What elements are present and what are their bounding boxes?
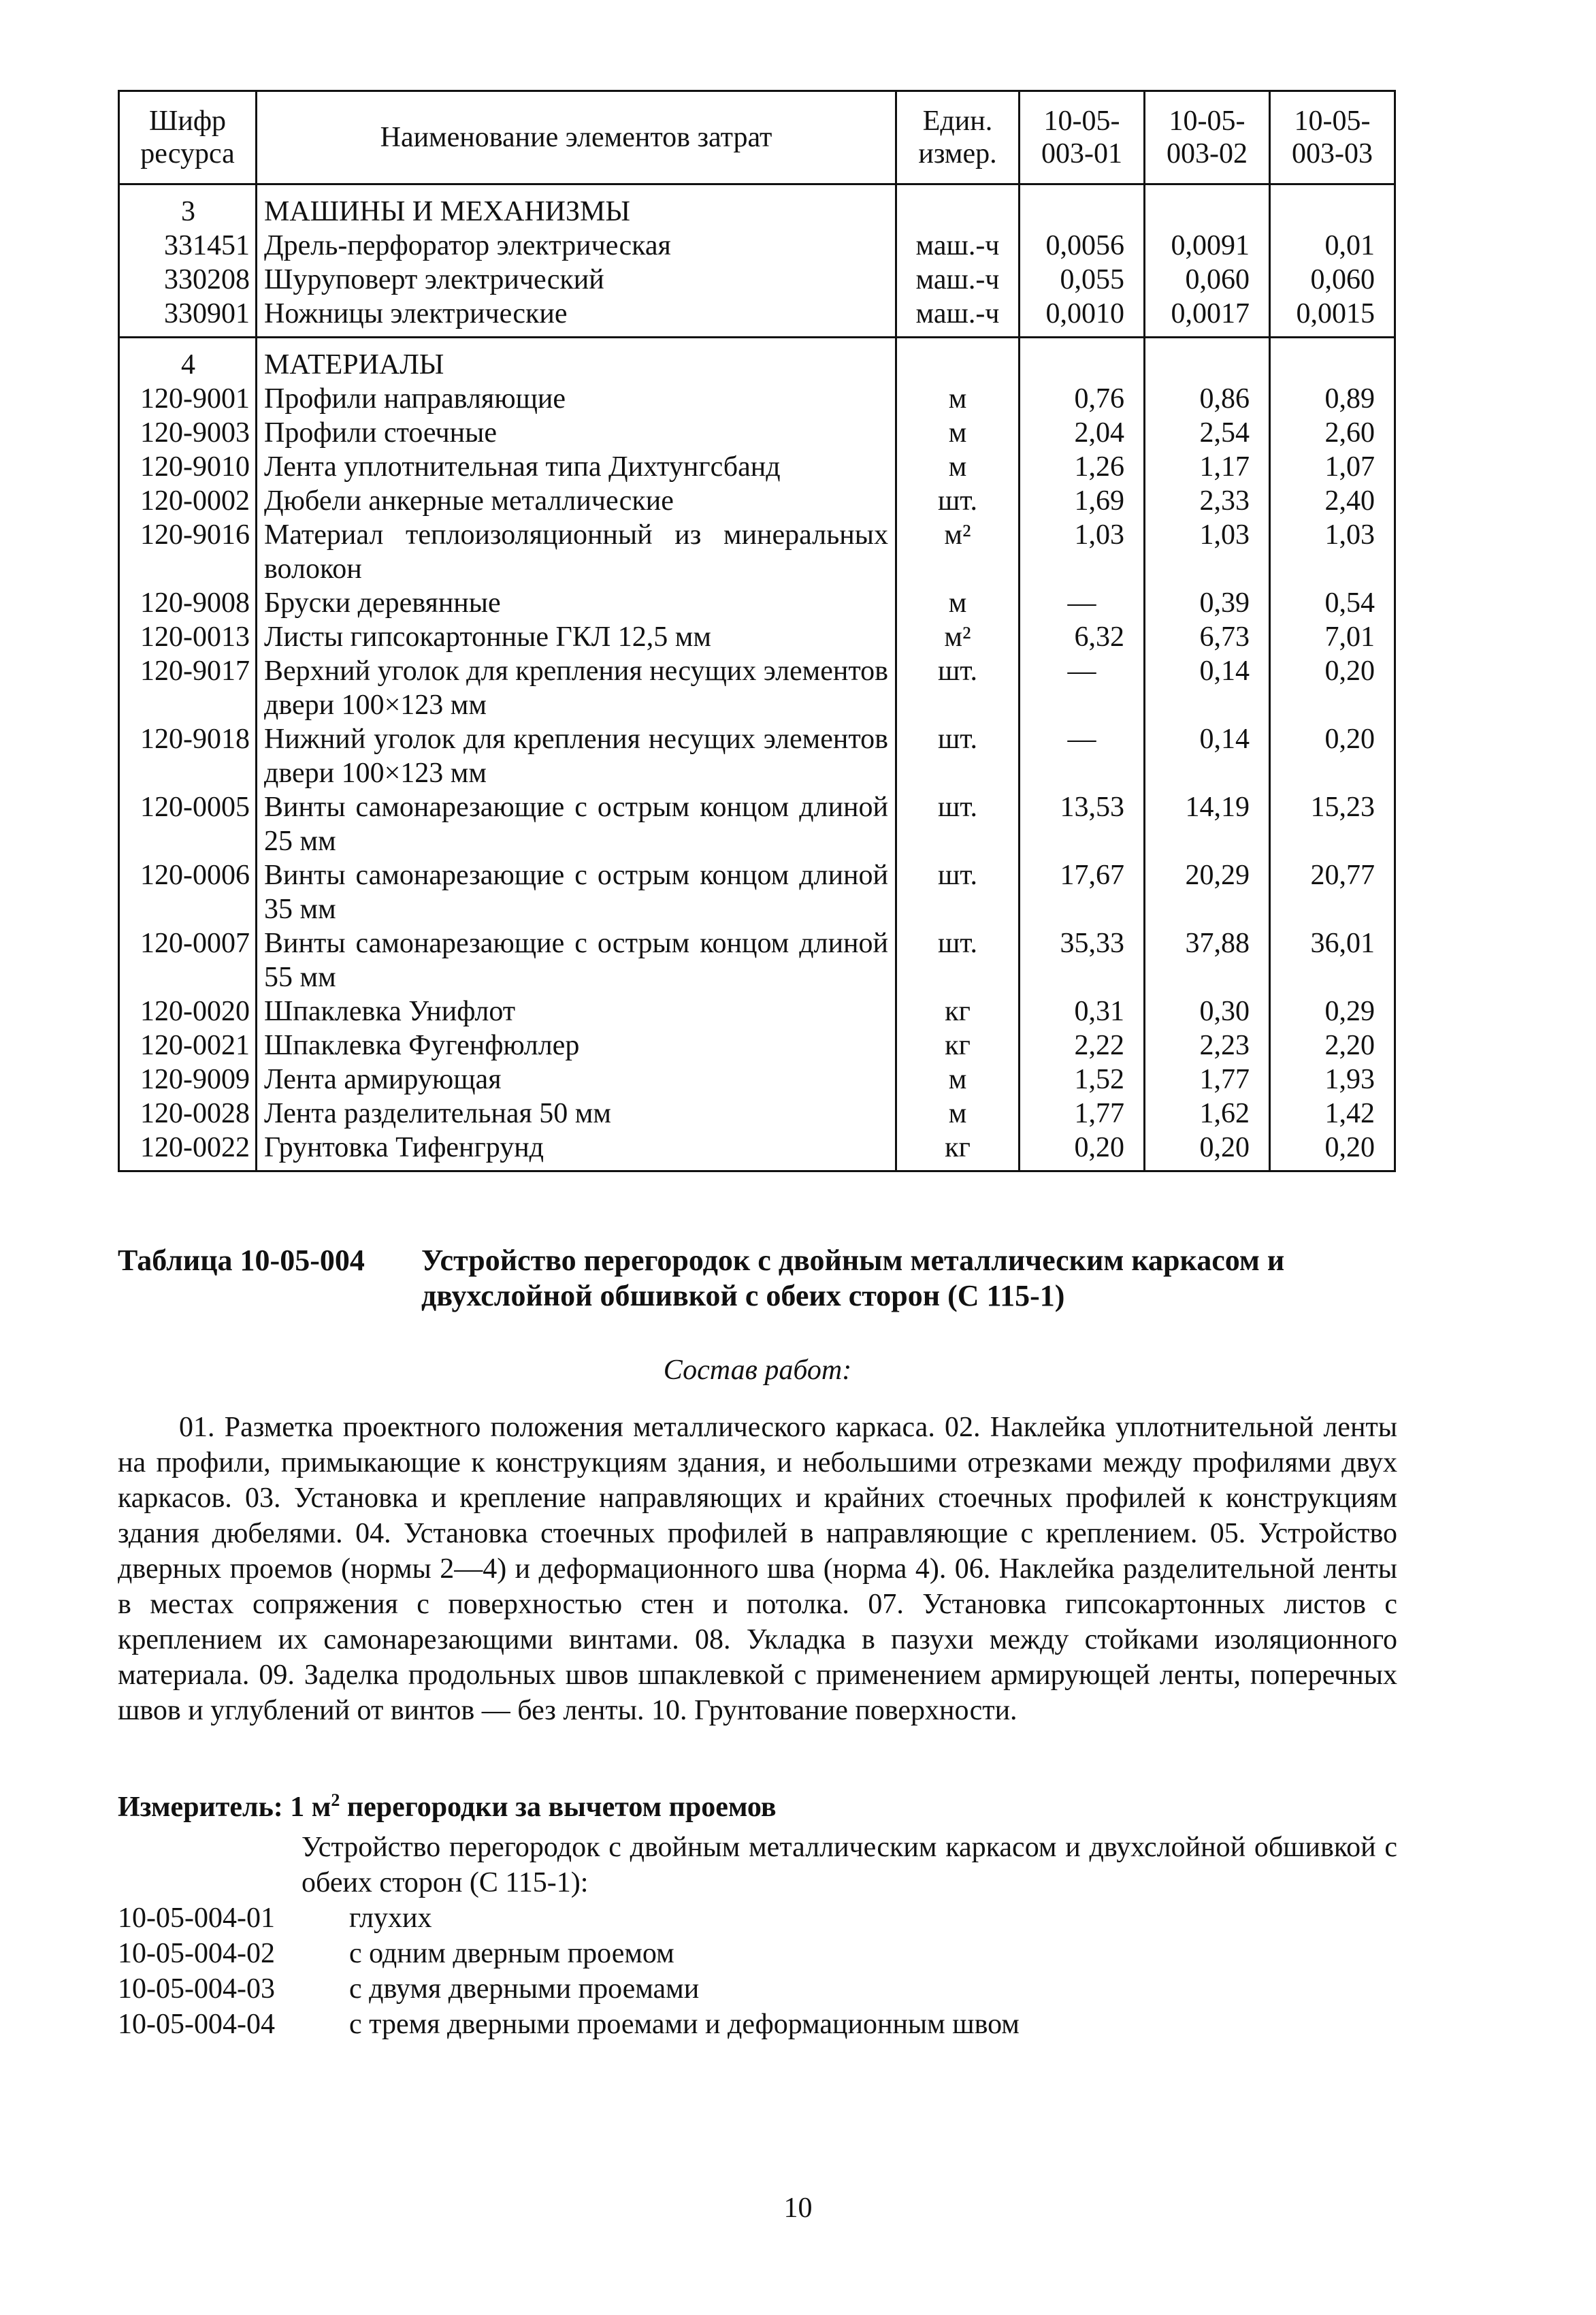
- cell-v1: —: [1020, 586, 1145, 620]
- norm-variant: [118, 2007, 1397, 2042]
- section-heading-row: [119, 184, 1395, 229]
- cell-code: 120-0028: [119, 1097, 257, 1131]
- variant-name: глухих: [349, 1903, 432, 1934]
- table-row: [119, 382, 1395, 416]
- cell-name: Лента разделительная 50 мм: [257, 1097, 896, 1131]
- work-composition-text: 01. Разметка проектного положения металлического каркаса. 02. Наклейка уплотнительной ленты на профили, примыкающие к конструкциям здания, и небольшими отрезками между профилями двух каркасов. 03. Установка и крепление направляющих и крайних стоечных профилей к конструкциям здания дюбелями. 04. Установка стоечных профилей в направляющие с креплением. 05. Устройство дверных проемов (нормы 2—4) и деформационного шва (норма 4). 06. Наклейка разделительной ленты в местах сопряжения с поверхностью стен и потолка. 07. Установка гипсокартонных листов с креплением их самонарезающими винтами. 08. Укладка в пазухи между стойками изоляционного материала. 09. Заделка продольных швов шпаклевкой с применением армирующей ленты, поперечных швов и углублений от винтов — без ленты. 10. Грунтование поверхности.: [118, 1412, 1397, 1726]
- norm-variants-list: [118, 1900, 1397, 2042]
- table-row: [119, 297, 1395, 338]
- cell-v1: 0,31: [1020, 994, 1145, 1029]
- cell-v2: 1,17: [1145, 450, 1270, 484]
- norm-variant: [118, 1900, 1397, 1936]
- cell-code: 120-0022: [119, 1131, 257, 1171]
- cell-code: 330901: [119, 297, 257, 338]
- variant-code: 10-05-004-04: [118, 2009, 275, 2040]
- table-row: [119, 858, 1395, 926]
- cell-v3: 15,23: [1270, 790, 1395, 858]
- cell-v1: 0,20: [1020, 1131, 1145, 1171]
- cell-v2: 0,39: [1145, 586, 1270, 620]
- cell-unit: м: [896, 1097, 1020, 1131]
- table-title-text: Устройство перегородок с двойным металлическим каркасом и двухслойной обшивкой с обеих сторон (С 115-1): [421, 1244, 1285, 1312]
- table-row: [119, 790, 1395, 858]
- cell-name: Профили стоечные: [257, 416, 896, 450]
- cell-code: 120-9010: [119, 450, 257, 484]
- cell-code: 120-9016: [119, 518, 257, 586]
- cell-v2: 2,54: [1145, 416, 1270, 450]
- table-row: [119, 416, 1395, 450]
- table-row: [119, 229, 1395, 263]
- cell-v3: 2,60: [1270, 416, 1395, 450]
- cell-code: 120-0013: [119, 620, 257, 654]
- cell-v2: 0,86: [1145, 382, 1270, 416]
- norm-variant: [118, 1936, 1397, 1971]
- section-title: МАТЕРИАЛЫ: [257, 338, 896, 383]
- cell-unit: м: [896, 586, 1020, 620]
- cell-v2: 1,62: [1145, 1097, 1270, 1131]
- cell-name: Верхний уголок для крепления несущих элементов двери 100×123 мм: [257, 654, 896, 722]
- cell-name: Дюбели анкерные металлические: [257, 484, 896, 518]
- cell-unit: кг: [896, 1131, 1020, 1171]
- cell-unit: м²: [896, 518, 1020, 586]
- cell-v2: 0,0017: [1145, 297, 1270, 338]
- table-label: Таблица 10-05-004: [118, 1244, 365, 1277]
- cell-name: Материал теплоизоляционный из минеральных волокон: [257, 518, 896, 586]
- cell-v1: 35,33: [1020, 926, 1145, 994]
- machines-section: [119, 184, 1395, 338]
- cell-code: 120-0006: [119, 858, 257, 926]
- cell-v3: 0,89: [1270, 382, 1395, 416]
- cell-v2: 0,20: [1145, 1131, 1270, 1171]
- cell-name: Винты самонарезающие с острым концом длиной 35 мм: [257, 858, 896, 926]
- table-row: [119, 654, 1395, 722]
- cell-name: Шпаклевка Фугенфюллер: [257, 1029, 896, 1063]
- resource-norm-table: [118, 90, 1396, 1172]
- variant-name: с тремя дверными проемами и деформационным швом: [349, 2009, 1020, 2040]
- table-row: [119, 1131, 1395, 1171]
- cell-v1: —: [1020, 722, 1145, 790]
- cell-name: Бруски деревянные: [257, 586, 896, 620]
- cell-v3: 0,54: [1270, 586, 1395, 620]
- table-row: [119, 1097, 1395, 1131]
- page-number: 10: [783, 2192, 813, 2224]
- cell-v1: 1,69: [1020, 484, 1145, 518]
- cell-v1: 2,04: [1020, 416, 1145, 450]
- cell-v2: 1,03: [1145, 518, 1270, 586]
- cell-v3: 36,01: [1270, 926, 1395, 994]
- cell-code: 120-9008: [119, 586, 257, 620]
- cell-code: 120-9003: [119, 416, 257, 450]
- cell-unit: маш.-ч: [896, 297, 1020, 338]
- work-composition-heading: Состав работ:: [663, 1355, 852, 1386]
- cell-v2: 1,77: [1145, 1063, 1270, 1097]
- cell-v1: 2,22: [1020, 1029, 1145, 1063]
- table-row: [119, 586, 1395, 620]
- table-row: [119, 450, 1395, 484]
- cell-unit: шт.: [896, 484, 1020, 518]
- cell-v1: 1,03: [1020, 518, 1145, 586]
- table-row: [119, 722, 1395, 790]
- cell-unit: кг: [896, 1029, 1020, 1063]
- header-col-3: 10-05-003-03: [1270, 91, 1395, 184]
- cell-code: 120-0002: [119, 484, 257, 518]
- cell-v2: 2,23: [1145, 1029, 1270, 1063]
- cell-name: Шуруповерт электрический: [257, 263, 896, 297]
- cell-v2: 2,33: [1145, 484, 1270, 518]
- materials-section: [119, 338, 1395, 1171]
- cell-v3: 0,20: [1270, 654, 1395, 722]
- cell-v3: 0,29: [1270, 994, 1395, 1029]
- cell-v2: 0,30: [1145, 994, 1270, 1029]
- cell-code: 120-0020: [119, 994, 257, 1029]
- cell-name: Лента уплотнительная типа Дихтунгсбанд: [257, 450, 896, 484]
- section-heading-row: [119, 338, 1395, 383]
- cell-v2: 37,88: [1145, 926, 1270, 994]
- table-row: [119, 1029, 1395, 1063]
- cell-v3: 0,0015: [1270, 297, 1395, 338]
- cell-unit: м: [896, 1063, 1020, 1097]
- cell-unit: маш.-ч: [896, 263, 1020, 297]
- table-header-row: [119, 91, 1395, 184]
- cell-v1: 6,32: [1020, 620, 1145, 654]
- cell-v1: 1,77: [1020, 1097, 1145, 1131]
- cell-v3: 1,07: [1270, 450, 1395, 484]
- cell-unit: шт.: [896, 654, 1020, 722]
- table-row: [119, 620, 1395, 654]
- cell-code: 120-0007: [119, 926, 257, 994]
- cell-v3: 0,20: [1270, 1131, 1395, 1171]
- cell-v3: 20,77: [1270, 858, 1395, 926]
- cell-unit: м²: [896, 620, 1020, 654]
- cell-unit: м: [896, 416, 1020, 450]
- cell-v2: 0,0091: [1145, 229, 1270, 263]
- measure-unit-suffix: перегородки за вычетом проемов: [340, 1792, 777, 1823]
- cell-name: Грунтовка Тифенгрунд: [257, 1131, 896, 1171]
- header-unit: Един. измер.: [896, 91, 1020, 184]
- cell-name: Лента армирующая: [257, 1063, 896, 1097]
- table-row: [119, 1063, 1395, 1097]
- measure-unit-prefix: Измеритель: 1 м: [118, 1792, 331, 1823]
- variant-code: 10-05-004-02: [118, 1938, 275, 1969]
- cell-name: Профили направляющие: [257, 382, 896, 416]
- cell-v1: 17,67: [1020, 858, 1145, 926]
- cell-v2: 14,19: [1145, 790, 1270, 858]
- cell-v2: 0,060: [1145, 263, 1270, 297]
- cell-v3: 7,01: [1270, 620, 1395, 654]
- cell-v1: 0,055: [1020, 263, 1145, 297]
- table-row: [119, 263, 1395, 297]
- cell-v3: 0,20: [1270, 722, 1395, 790]
- table-row: [119, 926, 1395, 994]
- cell-v1: 1,52: [1020, 1063, 1145, 1097]
- cell-v2: 20,29: [1145, 858, 1270, 926]
- cell-v3: 1,42: [1270, 1097, 1395, 1131]
- cell-v3: 0,060: [1270, 263, 1395, 297]
- measure-unit-superscript: 2: [331, 1790, 340, 1810]
- cell-name: Дрель-перфоратор электрическая: [257, 229, 896, 263]
- cell-code: 120-0005: [119, 790, 257, 858]
- section-code: 3: [119, 184, 257, 229]
- norm-variant: [118, 1971, 1397, 2007]
- cell-code: 120-0021: [119, 1029, 257, 1063]
- cell-v1: 13,53: [1020, 790, 1145, 858]
- table-row: [119, 994, 1395, 1029]
- table-title: [118, 1243, 1397, 1314]
- cell-unit: кг: [896, 994, 1020, 1029]
- cell-name: Винты самонарезающие с острым концом длиной 25 мм: [257, 790, 896, 858]
- cell-v1: 0,0056: [1020, 229, 1145, 263]
- cell-code: 120-9009: [119, 1063, 257, 1097]
- cell-code: 331451: [119, 229, 257, 263]
- section-title: МАШИНЫ И МЕХАНИЗМЫ: [257, 184, 896, 229]
- variant-name: с одним дверным проемом: [349, 1938, 674, 1969]
- cell-v2: 0,14: [1145, 654, 1270, 722]
- cell-v1: 1,26: [1020, 450, 1145, 484]
- variant-code: 10-05-004-03: [118, 1973, 275, 2005]
- cell-name: Шпаклевка Унифлот: [257, 994, 896, 1029]
- table-row: [119, 484, 1395, 518]
- cell-code: 120-9018: [119, 722, 257, 790]
- cell-code: 120-9017: [119, 654, 257, 722]
- cell-v3: 2,20: [1270, 1029, 1395, 1063]
- cell-v2: 6,73: [1145, 620, 1270, 654]
- cell-v1: —: [1020, 654, 1145, 722]
- variant-name: с двумя дверными проемами: [349, 1973, 700, 2005]
- norm-description: Устройство перегородок с двойным металлическим каркасом и двухслойной обшивкой с обеих сторон (С 115-1):: [302, 1832, 1397, 1898]
- header-name: Наименование элементов затрат: [257, 91, 896, 184]
- header-code: Шифр ресурса: [119, 91, 257, 184]
- cell-unit: шт.: [896, 722, 1020, 790]
- cell-unit: шт.: [896, 790, 1020, 858]
- section-code: 4: [119, 338, 257, 383]
- header-col-2: 10-05-003-02: [1145, 91, 1270, 184]
- cell-v3: 0,01: [1270, 229, 1395, 263]
- cell-unit: м: [896, 450, 1020, 484]
- cell-name: Нижний уголок для крепления несущих элементов двери 100×123 мм: [257, 722, 896, 790]
- measure-unit: [118, 1790, 1397, 1824]
- cell-v1: 0,76: [1020, 382, 1145, 416]
- header-col-1: 10-05-003-01: [1020, 91, 1145, 184]
- cell-name: Винты самонарезающие с острым концом длиной 55 мм: [257, 926, 896, 994]
- cell-v3: 1,93: [1270, 1063, 1395, 1097]
- cell-v1: 0,0010: [1020, 297, 1145, 338]
- table-row: [119, 518, 1395, 586]
- cell-unit: шт.: [896, 858, 1020, 926]
- cell-v3: 1,03: [1270, 518, 1395, 586]
- cell-v3: 2,40: [1270, 484, 1395, 518]
- cell-name: Ножницы электрические: [257, 297, 896, 338]
- cell-unit: шт.: [896, 926, 1020, 994]
- cell-v2: 0,14: [1145, 722, 1270, 790]
- cell-code: 120-9001: [119, 382, 257, 416]
- cell-name: Листы гипсокартонные ГКЛ 12,5 мм: [257, 620, 896, 654]
- cell-unit: м: [896, 382, 1020, 416]
- cell-code: 330208: [119, 263, 257, 297]
- variant-code: 10-05-004-01: [118, 1903, 275, 1934]
- cell-unit: маш.-ч: [896, 229, 1020, 263]
